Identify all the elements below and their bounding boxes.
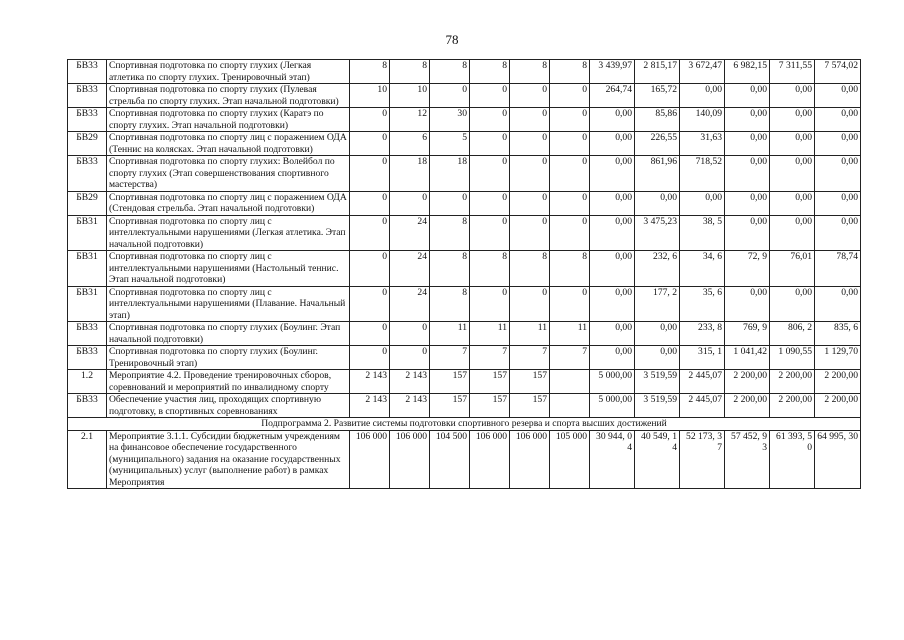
value-cell: 18 (390, 156, 430, 192)
table-row (68, 430, 861, 489)
value-cell: 5 000,00 (590, 370, 635, 394)
value-cell: 0,00 (815, 191, 861, 215)
value-cell: 0,00 (770, 286, 815, 322)
value-cell: 0,00 (590, 251, 635, 287)
value-cell: 0 (350, 156, 390, 192)
value-cell: 264,74 (590, 84, 635, 108)
value-cell: 0 (350, 286, 390, 322)
value-cell: 8 (430, 60, 470, 84)
value-cell: 0 (510, 84, 550, 108)
value-cell: 0 (350, 346, 390, 370)
value-cell: 7 311,55 (770, 60, 815, 84)
value-cell: 0,00 (815, 108, 861, 132)
row-name: Спортивная подготовка по спорту лиц с интеллектуальными нарушениями (Плавание. Начальный этап) (107, 286, 350, 322)
value-cell: 7 (430, 346, 470, 370)
value-cell: 157 (430, 370, 470, 394)
value-cell: 31,63 (680, 132, 725, 156)
value-cell: 8 (470, 251, 510, 287)
value-cell: 0 (550, 215, 590, 251)
row-code: БВ29 (68, 191, 107, 215)
value-cell: 0,00 (770, 191, 815, 215)
row-code: 1.2 (68, 370, 107, 394)
value-cell: 3 475,23 (635, 215, 680, 251)
section-title: Подпрограмма 2. Развитие системы подготовки спортивного резерва и спорта высших достижений (68, 418, 861, 431)
value-cell: 0 (510, 191, 550, 215)
value-cell: 0,00 (815, 84, 861, 108)
value-cell: 24 (390, 251, 430, 287)
value-cell: 12 (390, 108, 430, 132)
value-cell: 0 (510, 132, 550, 156)
value-cell: 0,00 (725, 215, 770, 251)
value-cell: 6 982,15 (725, 60, 770, 84)
value-cell: 11 (510, 322, 550, 346)
row-code: БВ33 (68, 84, 107, 108)
table-row (68, 108, 861, 132)
value-cell: 0,00 (590, 191, 635, 215)
value-cell: 0,00 (725, 108, 770, 132)
value-cell: 11 (430, 322, 470, 346)
value-cell: 85,86 (635, 108, 680, 132)
value-cell: 106 000 (510, 430, 550, 489)
value-cell: 6 (390, 132, 430, 156)
value-cell: 40 549, 14 (635, 430, 680, 489)
value-cell: 0,00 (770, 108, 815, 132)
value-cell: 8 (430, 286, 470, 322)
value-cell: 718,52 (680, 156, 725, 192)
value-cell: 0 (390, 191, 430, 215)
table-body-bottom (68, 430, 861, 489)
value-cell: 0,00 (725, 286, 770, 322)
value-cell: 0 (510, 286, 550, 322)
value-cell: 806, 2 (770, 322, 815, 346)
value-cell: 2 815,17 (635, 60, 680, 84)
value-cell: 35, 6 (680, 286, 725, 322)
value-cell: 11 (550, 322, 590, 346)
value-cell: 0 (350, 322, 390, 346)
row-code: БВ29 (68, 132, 107, 156)
value-cell: 861,96 (635, 156, 680, 192)
value-cell: 8 (470, 60, 510, 84)
value-cell: 0,00 (815, 132, 861, 156)
table-row (68, 370, 861, 394)
value-cell: 2 200,00 (770, 370, 815, 394)
value-cell: 0,00 (725, 191, 770, 215)
value-cell: 0,00 (590, 215, 635, 251)
value-cell: 5 (430, 132, 470, 156)
value-cell (550, 394, 590, 418)
value-cell: 0,00 (590, 286, 635, 322)
table-row (68, 346, 861, 370)
value-cell: 0 (350, 215, 390, 251)
value-cell: 177, 2 (635, 286, 680, 322)
value-cell: 64 995, 30 (815, 430, 861, 489)
value-cell: 0,00 (770, 215, 815, 251)
value-cell: 0,00 (815, 286, 861, 322)
value-cell: 140,09 (680, 108, 725, 132)
row-name: Спортивная подготовка по спорту лиц с поражением ОДА (Теннис на колясках. Этап начальной подготовки) (107, 132, 350, 156)
value-cell: 106 000 (390, 430, 430, 489)
value-cell: 0,00 (590, 108, 635, 132)
value-cell: 3 672,47 (680, 60, 725, 84)
row-name: Мероприятие 3.1.1. Субсидии бюджетным учреждениям на финансовое обеспечение государственного (муниципального) задания на оказание государственных (муниципальных) услуг (выполнение работ) в рамках Мероприятия (107, 430, 350, 489)
value-cell: 0 (470, 132, 510, 156)
value-cell: 0 (350, 108, 390, 132)
value-cell: 24 (390, 286, 430, 322)
value-cell: 7 (470, 346, 510, 370)
value-cell: 2 200,00 (815, 394, 861, 418)
value-cell: 106 000 (470, 430, 510, 489)
value-cell: 106 000 (350, 430, 390, 489)
value-cell: 7 574,02 (815, 60, 861, 84)
value-cell: 57 452, 93 (725, 430, 770, 489)
value-cell: 0,00 (770, 156, 815, 192)
row-code: БВ33 (68, 156, 107, 192)
value-cell: 7 (510, 346, 550, 370)
value-cell: 0,00 (680, 84, 725, 108)
value-cell: 104 500 (430, 430, 470, 489)
value-cell: 226,55 (635, 132, 680, 156)
table-row (68, 156, 861, 192)
value-cell: 0 (510, 108, 550, 132)
value-cell: 7 (550, 346, 590, 370)
value-cell: 1 129,70 (815, 346, 861, 370)
value-cell: 0,00 (725, 156, 770, 192)
row-name: Спортивная подготовка по спорту глухих (Боулинг. Тренировочный этап) (107, 346, 350, 370)
value-cell: 0 (390, 346, 430, 370)
value-cell: 30 944, 04 (590, 430, 635, 489)
value-cell: 157 (430, 394, 470, 418)
row-name: Спортивная подготовка по спорту глухих: Волейбол по спорту глухих (Этап совершенствования спортивного мастерства) (107, 156, 350, 192)
table-row (68, 322, 861, 346)
value-cell: 0 (350, 132, 390, 156)
value-cell: 0 (510, 156, 550, 192)
value-cell: 232, 6 (635, 251, 680, 287)
value-cell: 61 393, 50 (770, 430, 815, 489)
row-name: Спортивная подготовка по спорту лиц с поражением ОДА (Стендовая стрельба. Этап начальной подготовки) (107, 191, 350, 215)
value-cell: 157 (470, 370, 510, 394)
value-cell: 0,00 (770, 132, 815, 156)
value-cell: 0,00 (590, 156, 635, 192)
value-cell: 233, 8 (680, 322, 725, 346)
value-cell: 0,00 (635, 346, 680, 370)
value-cell: 0 (550, 108, 590, 132)
value-cell: 0 (430, 84, 470, 108)
value-cell: 0,00 (635, 191, 680, 215)
value-cell: 8 (350, 60, 390, 84)
value-cell: 11 (470, 322, 510, 346)
value-cell: 0,00 (680, 191, 725, 215)
value-cell: 165,72 (635, 84, 680, 108)
value-cell: 0 (350, 191, 390, 215)
value-cell: 30 (430, 108, 470, 132)
value-cell: 8 (550, 251, 590, 287)
table-row (68, 60, 861, 84)
value-cell: 8 (390, 60, 430, 84)
value-cell (550, 370, 590, 394)
row-code: БВ33 (68, 322, 107, 346)
table-row (68, 394, 861, 418)
value-cell: 157 (510, 370, 550, 394)
value-cell: 8 (430, 215, 470, 251)
value-cell: 0,00 (725, 132, 770, 156)
value-cell: 2 445,07 (680, 394, 725, 418)
table-row (68, 191, 861, 215)
row-name: Спортивная подготовка по спорту глухих (Пулевая стрельба по спорту глухих. Этап начальной подготовки) (107, 84, 350, 108)
value-cell: 0,00 (815, 215, 861, 251)
value-cell: 8 (510, 60, 550, 84)
value-cell: 0 (550, 84, 590, 108)
value-cell: 315, 1 (680, 346, 725, 370)
value-cell: 0 (430, 191, 470, 215)
row-name: Спортивная подготовка по спорту глухих (Легкая атлетика по спорту глухих. Тренировочный этап) (107, 60, 350, 84)
row-code: БВ31 (68, 251, 107, 287)
value-cell: 1 041,42 (725, 346, 770, 370)
row-code: БВ33 (68, 60, 107, 84)
value-cell: 78,74 (815, 251, 861, 287)
value-cell: 76,01 (770, 251, 815, 287)
value-cell: 0 (550, 286, 590, 322)
value-cell: 157 (510, 394, 550, 418)
value-cell: 3 519,59 (635, 370, 680, 394)
value-cell: 2 200,00 (725, 394, 770, 418)
value-cell: 0 (510, 215, 550, 251)
value-cell: 0 (550, 191, 590, 215)
value-cell: 0 (470, 215, 510, 251)
budget-table (67, 59, 861, 489)
value-cell: 157 (470, 394, 510, 418)
value-cell: 769, 9 (725, 322, 770, 346)
value-cell: 2 143 (390, 370, 430, 394)
value-cell: 0 (470, 286, 510, 322)
row-code: БВ33 (68, 346, 107, 370)
value-cell: 8 (510, 251, 550, 287)
table-row (68, 132, 861, 156)
value-cell: 0 (470, 191, 510, 215)
value-cell: 52 173, 37 (680, 430, 725, 489)
row-code: БВ31 (68, 215, 107, 251)
table-row (68, 215, 861, 251)
value-cell: 2 143 (350, 370, 390, 394)
row-name: Спортивная подготовка по спорту лиц с интеллектуальными нарушениями (Легкая атлетика. Этап начальной подготовки) (107, 215, 350, 251)
row-name: Спортивная подготовка по спорту глухих (Каратэ по спорту глухих. Этап начальной подготовки) (107, 108, 350, 132)
value-cell: 2 143 (350, 394, 390, 418)
value-cell: 2 200,00 (815, 370, 861, 394)
value-cell: 0 (470, 108, 510, 132)
value-cell: 105 000 (550, 430, 590, 489)
value-cell: 8 (430, 251, 470, 287)
value-cell: 8 (550, 60, 590, 84)
value-cell: 0 (550, 132, 590, 156)
value-cell: 0,00 (770, 84, 815, 108)
value-cell: 10 (390, 84, 430, 108)
value-cell: 835, 6 (815, 322, 861, 346)
row-name: Спортивная подготовка по спорту глухих (Боулинг. Этап начальной подготовки) (107, 322, 350, 346)
value-cell: 72, 9 (725, 251, 770, 287)
row-name: Спортивная подготовка по спорту лиц с интеллектуальными нарушениями (Настольный теннис. Этап начальной подготовки) (107, 251, 350, 287)
value-cell: 0 (470, 84, 510, 108)
row-code: БВ33 (68, 394, 107, 418)
value-cell: 5 000,00 (590, 394, 635, 418)
page-number: 78 (445, 32, 459, 47)
section-row (68, 418, 861, 431)
value-cell: 24 (390, 215, 430, 251)
value-cell: 0 (550, 156, 590, 192)
value-cell: 38, 5 (680, 215, 725, 251)
value-cell: 0 (470, 156, 510, 192)
table-body-top (68, 60, 861, 418)
value-cell: 2 445,07 (680, 370, 725, 394)
value-cell: 0 (350, 251, 390, 287)
value-cell: 0,00 (590, 346, 635, 370)
value-cell: 0,00 (815, 156, 861, 192)
value-cell: 2 143 (390, 394, 430, 418)
value-cell: 2 200,00 (725, 370, 770, 394)
row-code: БВ31 (68, 286, 107, 322)
value-cell: 3 439,97 (590, 60, 635, 84)
value-cell: 0,00 (725, 84, 770, 108)
table-row (68, 84, 861, 108)
value-cell: 0 (390, 322, 430, 346)
value-cell: 0,00 (590, 132, 635, 156)
value-cell: 0,00 (635, 322, 680, 346)
value-cell: 0,00 (590, 322, 635, 346)
value-cell: 34, 6 (680, 251, 725, 287)
row-code: БВ33 (68, 108, 107, 132)
row-name: Обеспечение участия лиц, проходящих спортивную подготовку, в спортивных соревнованиях (107, 394, 350, 418)
value-cell: 3 519,59 (635, 394, 680, 418)
table-row (68, 286, 861, 322)
table-row (68, 251, 861, 287)
value-cell: 1 090,55 (770, 346, 815, 370)
row-name: Мероприятие 4.2. Проведение тренировочных сборов, соревнований и мероприятий по инвалидному спорту (107, 370, 350, 394)
value-cell: 2 200,00 (770, 394, 815, 418)
row-code: 2.1 (68, 430, 107, 489)
value-cell: 10 (350, 84, 390, 108)
value-cell: 18 (430, 156, 470, 192)
